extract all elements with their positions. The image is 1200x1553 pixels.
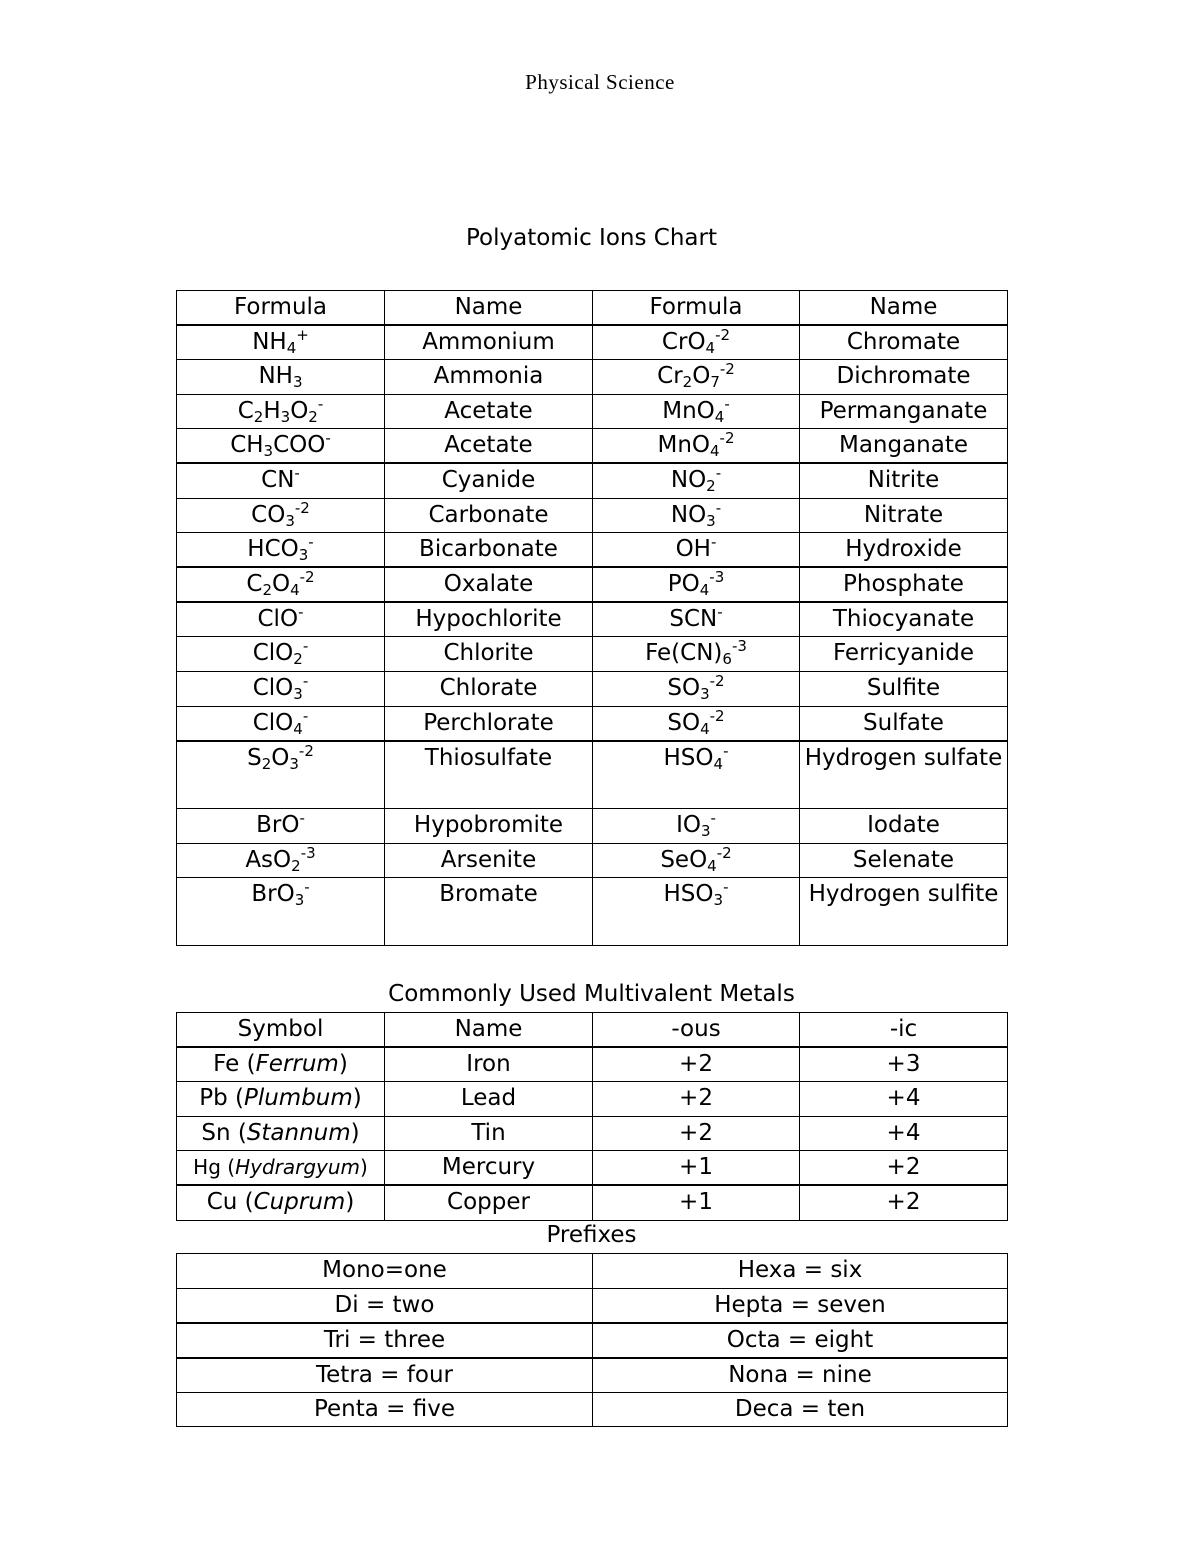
table-row <box>177 1116 1008 1151</box>
table-row <box>177 567 1008 602</box>
metal-ous-charge: +2 <box>593 1116 800 1151</box>
metal-name: Iron <box>385 1047 593 1082</box>
ion-formula: ClO- <box>177 602 385 637</box>
ion-name: Bromate <box>385 878 593 946</box>
ion-formula: $CH_3COO^-$ <box>177 429 385 464</box>
prefix-cell: Penta = five <box>177 1392 593 1427</box>
table-row <box>177 602 1008 637</box>
metal-ous-charge: +1 <box>593 1151 800 1186</box>
ion-name: Sulfate <box>800 706 1008 741</box>
metal-symbol: Sn (Stannum) <box>177 1116 385 1151</box>
ion-name: Manganate <box>800 429 1008 464</box>
prefix-cell: Tetra = four <box>177 1358 593 1393</box>
ion-formula: $HSO_3^-$ <box>593 878 800 946</box>
ion-name: Cyanide <box>385 463 593 498</box>
ion-formula: $SO_3^{-2}$ <box>593 671 800 706</box>
table-row <box>177 878 1008 946</box>
ion-formula: ClO$_4$- <box>177 706 385 741</box>
metal-name: Lead <box>385 1082 593 1117</box>
ion-name: Carbonate <box>385 498 593 533</box>
table-row <box>177 741 1008 809</box>
ion-name: Iodate <box>800 809 1008 844</box>
ion-name: Thiosulfate <box>385 741 593 809</box>
ion-formula: $Cr_2O_7^{-2}$ <box>593 360 800 395</box>
prefixes-title: Prefixes <box>546 1222 637 1248</box>
table-row <box>177 706 1008 741</box>
metal-name: Mercury <box>385 1151 593 1186</box>
table-row <box>177 360 1008 395</box>
table-row <box>177 1358 1008 1393</box>
ion-name: Hydroxide <box>800 533 1008 568</box>
metals-header-cell: -ous <box>593 1013 800 1048</box>
table-row <box>177 1288 1008 1323</box>
table-row <box>177 637 1008 672</box>
ions-header-row <box>177 291 1008 326</box>
ion-formula: CrO$_4^{-2}$ <box>593 325 800 360</box>
ions-header-cell: Formula <box>593 291 800 326</box>
ion-formula: $NH_4^+$ <box>177 325 385 360</box>
metal-ic-charge: +4 <box>800 1116 1008 1151</box>
ion-formula: CN- <box>177 463 385 498</box>
metal-ous-charge: +2 <box>593 1082 800 1117</box>
ion-name: Arsenite <box>385 843 593 878</box>
table-row <box>177 533 1008 568</box>
ion-name: Hypobromite <box>385 809 593 844</box>
ions-header-cell: Formula <box>177 291 385 326</box>
ion-formula: BrO- <box>177 809 385 844</box>
ion-name: Nitrite <box>800 463 1008 498</box>
table-row <box>177 394 1008 429</box>
ion-name: Chromate <box>800 325 1008 360</box>
page-header: Physical Science <box>525 70 675 94</box>
metal-name: Tin <box>385 1116 593 1151</box>
ion-formula: $NO_3^-$ <box>593 498 800 533</box>
ion-formula: SCN- <box>593 602 800 637</box>
table-row <box>177 429 1008 464</box>
ion-name: Thiocyanate <box>800 602 1008 637</box>
metal-symbol: Cu (Cuprum) <box>177 1185 385 1220</box>
metal-ous-charge: +2 <box>593 1047 800 1082</box>
prefix-cell: Octa = eight <box>593 1323 1008 1358</box>
table-row <box>177 809 1008 844</box>
table-row <box>177 1392 1008 1427</box>
metals-header-cell: Name <box>385 1013 593 1048</box>
ion-formula: $Fe(CN)_6^{-3}$ <box>593 637 800 672</box>
metal-symbol: Pb (Plumbum) <box>177 1082 385 1117</box>
prefix-cell: Tri = three <box>177 1323 593 1358</box>
prefix-cell: Deca = ten <box>593 1392 1008 1427</box>
ion-name: Permanganate <box>800 394 1008 429</box>
table-row <box>177 1323 1008 1358</box>
ion-name: Acetate <box>385 394 593 429</box>
ion-formula: $HCO_3^-$ <box>177 533 385 568</box>
metal-ous-charge: +1 <box>593 1185 800 1220</box>
ion-formula: $IO_3^-$ <box>593 809 800 844</box>
metal-name: Copper <box>385 1185 593 1220</box>
metals-header-row <box>177 1013 1008 1048</box>
ion-formula: $PO_4^{-3}$ <box>593 567 800 602</box>
prefixes-table <box>176 1253 1008 1427</box>
table-row <box>177 843 1008 878</box>
ion-formula: $C_2H_3O_2^-$ <box>177 394 385 429</box>
multivalent-metals-table <box>176 1012 1008 1221</box>
metals-title: Commonly Used Multivalent Metals <box>388 981 795 1007</box>
polyatomic-ions-table <box>176 290 1008 946</box>
metal-ic-charge: +4 <box>800 1082 1008 1117</box>
ion-formula: AsO$_2^{-3}$ <box>177 843 385 878</box>
metal-symbol: Fe (Ferrum) <box>177 1047 385 1082</box>
table-row <box>177 325 1008 360</box>
ion-formula: MnO$_4$- <box>593 394 800 429</box>
ion-name: Nitrate <box>800 498 1008 533</box>
ion-name: Hydrogen sulfite <box>800 878 1008 946</box>
ions-chart-title: Polyatomic Ions Chart <box>466 225 717 251</box>
prefix-cell: Mono=one <box>177 1254 593 1289</box>
metal-ic-charge: +3 <box>800 1047 1008 1082</box>
ion-formula: ClO$_2$- <box>177 637 385 672</box>
ions-header-cell: Name <box>800 291 1008 326</box>
metals-header-cell: Symbol <box>177 1013 385 1048</box>
ion-formula: BrO$_3$- <box>177 878 385 946</box>
ion-formula: $S_2O_3^{-2}$ <box>177 741 385 809</box>
table-row <box>177 1082 1008 1117</box>
ion-name: Bicarbonate <box>385 533 593 568</box>
table-row <box>177 671 1008 706</box>
metal-ic-charge: +2 <box>800 1185 1008 1220</box>
ion-formula: ClO$_3$- <box>177 671 385 706</box>
ion-name: Perchlorate <box>385 706 593 741</box>
ion-formula: $NH_3$ <box>177 360 385 395</box>
ion-name: Selenate <box>800 843 1008 878</box>
table-row <box>177 1047 1008 1082</box>
ion-name: Oxalate <box>385 567 593 602</box>
ion-name: Acetate <box>385 429 593 464</box>
table-row <box>177 1151 1008 1186</box>
metal-ic-charge: +2 <box>800 1151 1008 1186</box>
ion-formula: $HSO_4^-$ <box>593 741 800 809</box>
ion-name: Hypochlorite <box>385 602 593 637</box>
table-row <box>177 463 1008 498</box>
ion-name: Ammonia <box>385 360 593 395</box>
ion-formula: $SO_4^{-2}$ <box>593 706 800 741</box>
prefix-cell: Hepta = seven <box>593 1288 1008 1323</box>
ion-name: Ammonium <box>385 325 593 360</box>
table-row <box>177 1185 1008 1220</box>
ion-name: Phosphate <box>800 567 1008 602</box>
prefix-cell: Nona = nine <box>593 1358 1008 1393</box>
table-row <box>177 498 1008 533</box>
ion-name: Ferricyanide <box>800 637 1008 672</box>
metals-header-cell: -ic <box>800 1013 1008 1048</box>
metal-symbol: Hg (Hydrargyum) <box>177 1151 385 1186</box>
prefix-cell: Di = two <box>177 1288 593 1323</box>
ion-name: Dichromate <box>800 360 1008 395</box>
ion-name: Sulfite <box>800 671 1008 706</box>
ion-name: Chlorite <box>385 637 593 672</box>
ion-formula: OH- <box>593 533 800 568</box>
ion-name: Hydrogen sulfate <box>800 741 1008 809</box>
table-row <box>177 1254 1008 1289</box>
ion-formula: $CO_3^{-2}$ <box>177 498 385 533</box>
ion-formula: $C_2O_4^{-2}$ <box>177 567 385 602</box>
ion-formula: MnO$_4^{-2}$ <box>593 429 800 464</box>
ion-formula: $NO_2^-$ <box>593 463 800 498</box>
prefix-cell: Hexa = six <box>593 1254 1008 1289</box>
ion-name: Chlorate <box>385 671 593 706</box>
ion-formula: SeO$_4^{-2}$ <box>593 843 800 878</box>
ions-header-cell: Name <box>385 291 593 326</box>
